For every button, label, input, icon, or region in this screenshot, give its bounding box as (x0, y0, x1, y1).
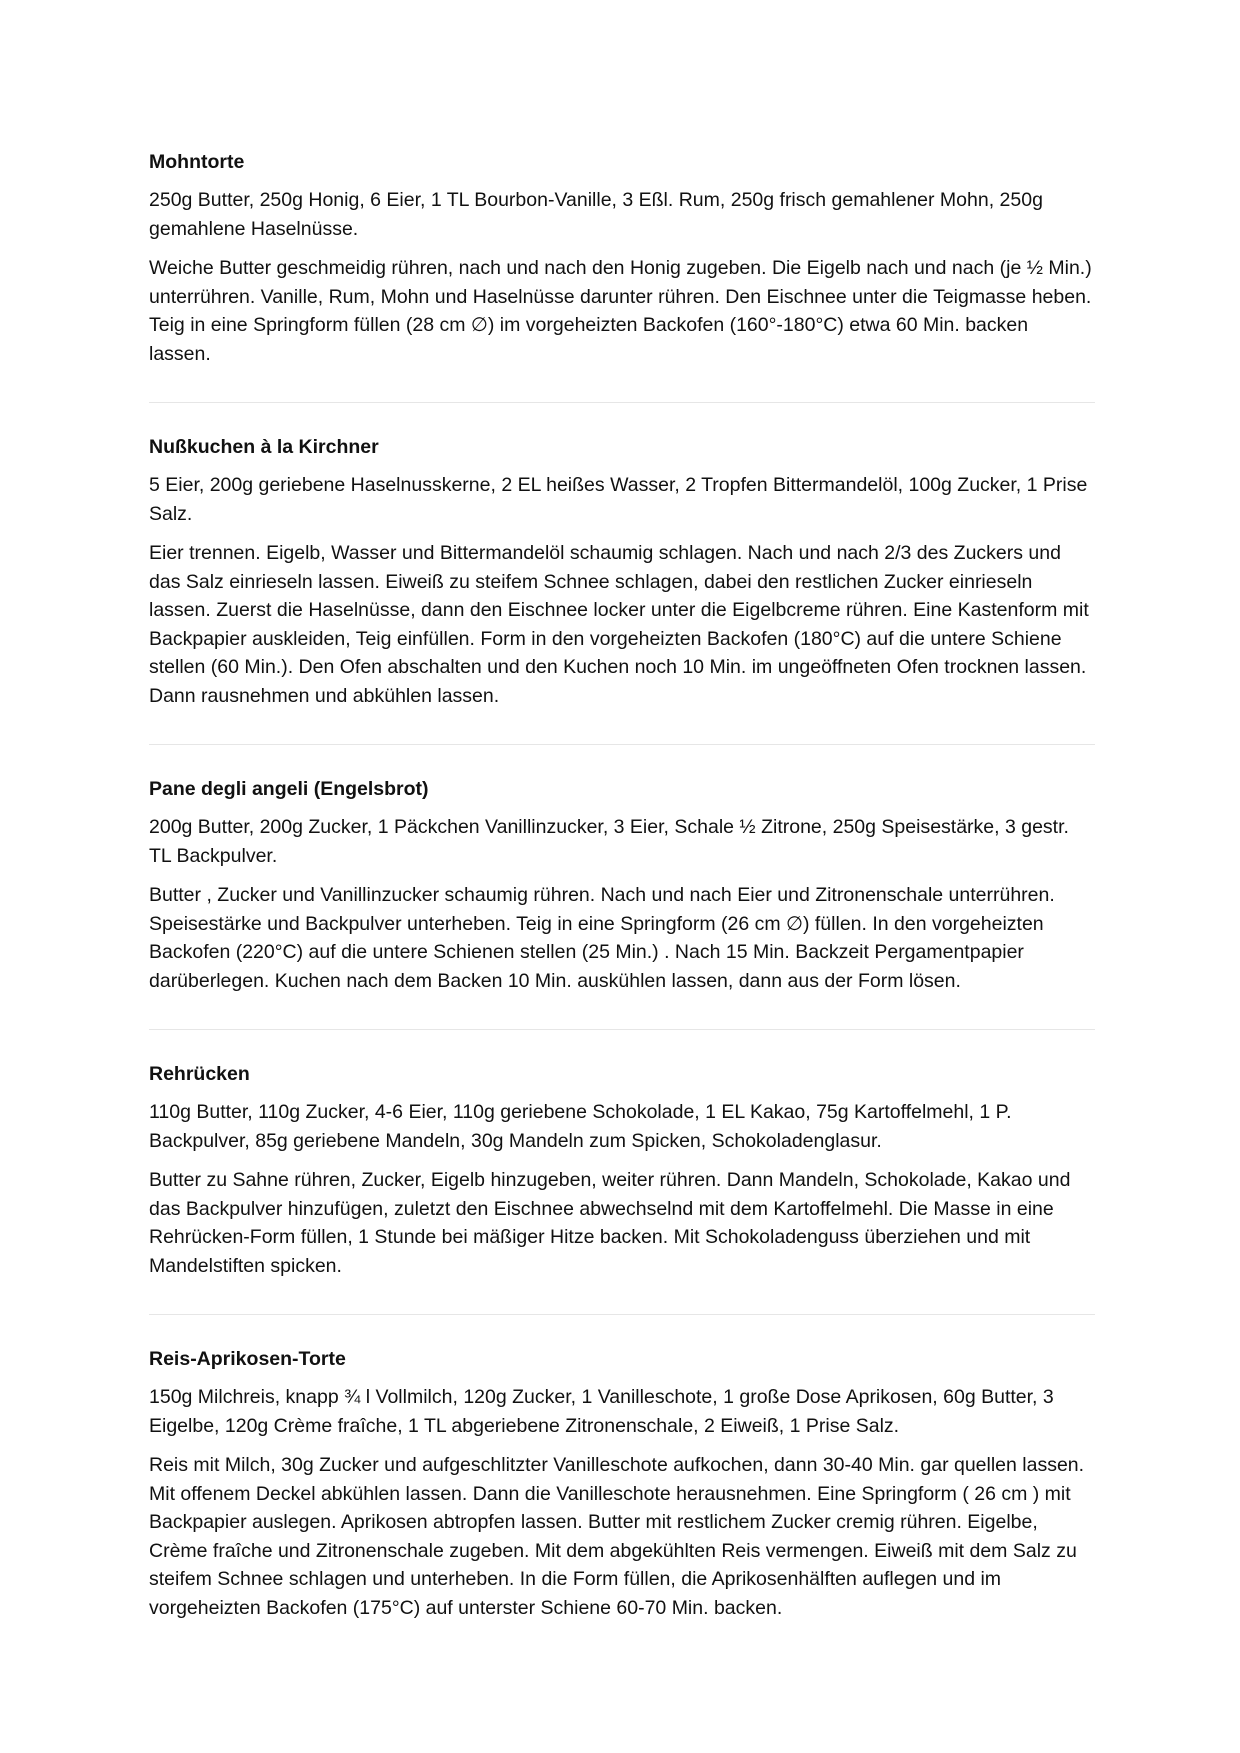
section-divider (149, 744, 1095, 745)
recipe-title: Pane degli angeli (Engelsbrot) (149, 778, 429, 800)
recipe-title: Mohntorte (149, 151, 245, 173)
recipe-instructions: Butter , Zucker und Vanillinzucker schaumig rühren. Nach und nach Eier und Zitronenschale unterrühren. Speisestärke und Backpulver unterheben. Teig in eine Springform (26 cm ∅) füllen. In den vorgeheizten Backofen (220°C) auf die untere Schienen stellen (25 Min.) . Nach 15 Min. Backzeit Pergamentpapier darüberlegen. Kuchen nach dem Backen 10 Min. auskühlen lassen, dann aus der Form lösen. (149, 884, 1055, 992)
recipe-ingredients: 150g Milchreis, knapp ¾ l Vollmilch, 120g Zucker, 1 Vanilleschote, 1 große Dose Aprikosen, 60g Butter, 3 Eigelbe, 120g Crème fraîche, 1 TL abgeriebene Zitronenschale, 2 Eiweiß, 1 Prise Salz. (149, 1386, 1054, 1437)
recipe-ingredients: 250g Butter, 250g Honig, 6 Eier, 1 TL Bourbon-Vanille, 3 Eßl. Rum, 250g frisch gemahlener Mohn, 250g gemahlene Haselnüsse. (149, 189, 1043, 240)
section-divider (149, 1029, 1095, 1030)
recipe-rehruecken (149, 1060, 1095, 1280)
recipe-title: Reis-Aprikosen-Torte (149, 1348, 346, 1370)
recipe-instructions: Butter zu Sahne rühren, Zucker, Eigelb hinzugeben, weiter rühren. Dann Mandeln, Schokolade, Kakao und das Backpulver hinzufügen, zuletzt den Eischnee abwechselnd mit dem Kartoffelmehl. Die Masse in eine Rehrücken-Form füllen, 1 Stunde bei mäßiger Hitze backen. Mit Schokoladenguss überziehen und mit Mandelstiften spicken. (149, 1169, 1071, 1277)
recipe-pane-degli-angeli (149, 775, 1095, 995)
section-divider (149, 1314, 1095, 1315)
recipe-title: Rehrücken (149, 1063, 250, 1085)
recipe-page (149, 148, 1095, 1622)
recipe-instructions: Reis mit Milch, 30g Zucker und aufgeschlitzter Vanilleschote aufkochen, dann 30-40 Min. gar quellen lassen. Mit offenem Deckel abkühlen lassen. Dann die Vanilleschote herausnehmen. Eine Springform ( 26 cm ) mit Backpapier auslegen. Aprikosen abtropfen lassen. Butter mit restlichem Zucker cremig rühren. Eigelbe, Crème fraîche und Zitronenschale zugeben. Mit dem abgekühlten Reis vermengen. Eiweiß mit dem Salz zu steifem Schnee schlagen und unterheben. In die Form füllen, die Aprikosenhälften auflegen und im vorgeheizten Backofen (175°C) auf unterster Schiene 60-70 Min. backen. (149, 1454, 1085, 1619)
recipe-mohntorte (149, 148, 1095, 368)
recipe-ingredients: 110g Butter, 110g Zucker, 4-6 Eier, 110g geriebene Schokolade, 1 EL Kakao, 75g Kartoffelmehl, 1 P. Backpulver, 85g geriebene Mandeln, 30g Mandeln zum Spicken, Schokoladenglasur. (149, 1101, 1012, 1152)
recipe-nusskuchen (149, 433, 1095, 710)
recipe-reis-aprikosen-torte (149, 1345, 1095, 1622)
recipe-instructions: Weiche Butter geschmeidig rühren, nach und nach den Honig zugeben. Die Eigelb nach und nach (je ½ Min.) unterrühren. Vanille, Rum, Mohn und Haselnüsse darunter rühren. Den Eischnee unter die Teigmasse heben. Teig in eine Springform füllen (28 cm ∅) im vorgeheizten Backofen (160°-180°C) etwa 60 Min. backen lassen. (149, 257, 1092, 365)
recipe-instructions: Eier trennen. Eigelb, Wasser und Bittermandelöl schaumig schlagen. Nach und nach 2/3 des Zuckers und das Salz einrieseln lassen. Eiweiß zu steifem Schnee schlagen, dabei den restlichen Zucker einrieseln lassen. Zuerst die Haselnüsse, dann den Eischnee locker unter die Eigelbcreme rühren. Eine Kastenform mit Backpapier auskleiden, Teig einfüllen. Form in den vorgeheizten Backofen (180°C) auf die untere Schiene stellen (60 Min.). Den Ofen abschalten und den Kuchen noch 10 Min. im ungeöffneten Ofen trocknen lassen. Dann rausnehmen und abkühlen lassen. (149, 542, 1089, 707)
recipe-ingredients: 200g Butter, 200g Zucker, 1 Päckchen Vanillinzucker, 3 Eier, Schale ½ Zitrone, 250g Speisestärke, 3 gestr. TL Backpulver. (149, 816, 1069, 867)
recipe-title: Nußkuchen à la Kirchner (149, 436, 379, 458)
recipe-ingredients: 5 Eier, 200g geriebene Haselnusskerne, 2 EL heißes Wasser, 2 Tropfen Bittermandelöl, 100g Zucker, 1 Prise Salz. (149, 474, 1088, 525)
section-divider (149, 402, 1095, 403)
